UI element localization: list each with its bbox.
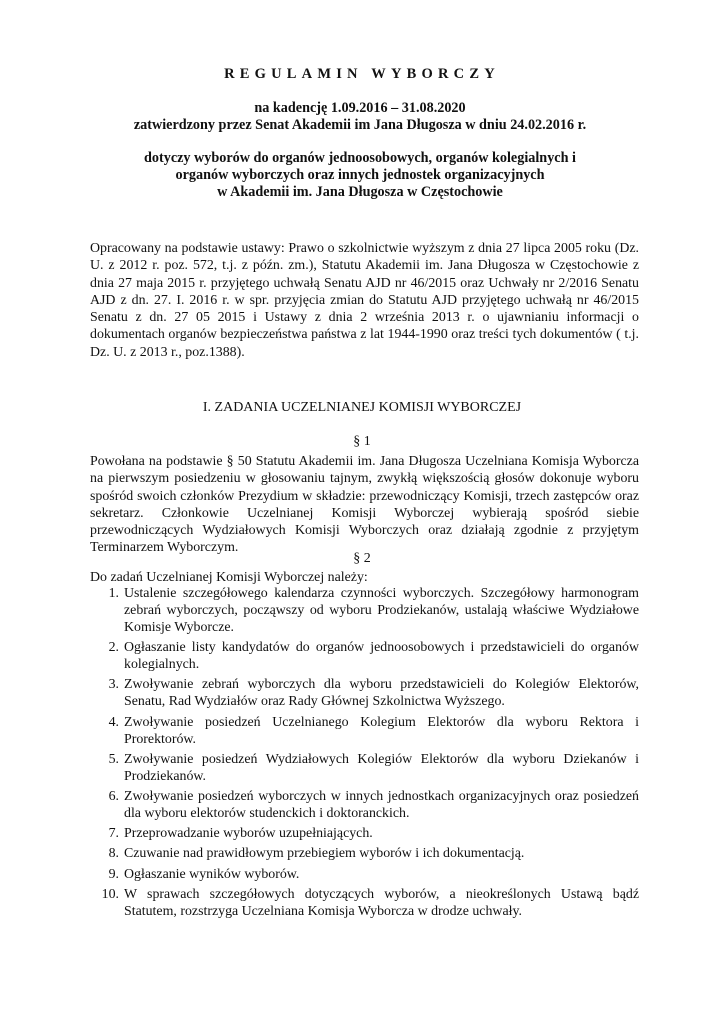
scope-line-3: w Akademii im. Jana Długosza w Częstochowie	[217, 184, 503, 200]
list-item-number: 1.	[108, 586, 119, 601]
list-item	[90, 866, 639, 883]
list-item-number: 3.	[108, 677, 119, 693]
list-item	[90, 845, 639, 862]
list-item-number: 6.	[108, 788, 119, 804]
list-item-text: Zwoływanie posiedzeń Uczelnianego Kolegium Elektorów dla wyboru Rektora i Prorektorów.	[124, 714, 639, 747]
list-item-number: 8.	[108, 846, 119, 862]
list-item	[90, 585, 639, 636]
term-line: na kadencję 1.09.2016 – 31.08.2020	[254, 100, 466, 116]
list-item-number: 5.	[108, 751, 119, 767]
legal-basis-paragraph: Opracowany na podstawie ustawy: Prawo o szkolnictwie wyższym z dnia 27 lipca 2005 roku (Dz. U. z 2012 r. poz. 572, t.j. z późn. zm.), Statutu Akademii im. Jana Długosza w Częstochowie z dnia 27 maja 2015 r. przyjętego uchwałą Senatu AJD nr 46/2015 oraz Uchwały nr 2/2016 Senatu AJD z dn. 27. I. 2016 r. w spr. przyjęcia zmian do Statutu AJD przyjętego uchwałą nr 46/2015 Senatu z dn. 27 05 2015 i Ustawy z dnia 2 września 2013 r. o ujawnianiu informacji o dokumentach organów bezpieczeństwa państwa z lat 1944-1990 oraz treści tych dokumentów ( t.j. Dz. U. z 2013 r., poz.1388).	[90, 241, 639, 360]
document-scope	[60, 150, 660, 201]
list-item	[90, 825, 639, 842]
list-item	[90, 788, 639, 822]
list-item-number: 4.	[108, 714, 119, 730]
list-item-text: Zwoływanie posiedzeń Wydziałowych Kolegiów Elektorów dla wyboru Dziekanów i Prodziekanów.	[124, 751, 639, 784]
scope-line-2: organów wyborczych oraz innych jednostek organizacyjnych	[175, 167, 545, 183]
list-item-number: 9.	[108, 866, 119, 882]
document-subtitle	[60, 100, 660, 134]
list-item-text: Zwoływanie posiedzeń wyborczych w innych jednostkach organizacyjnych oraz posiedzeń dla wyboru elektorów studenckich i doktoranckich.	[124, 788, 639, 821]
list-item-text: Przeprowadzanie wyborów uzupełniających.	[124, 826, 373, 842]
scope-line-1: dotyczy wyborów do organów jednoosobowych, organów kolegialnych i	[144, 150, 576, 166]
paragraph-1-text: Powołana na podstawie § 50 Statutu Akademii im. Jana Długosza Uczelniana Komisja Wyborcza na pierwszym posiedzeniu w głosowaniu tajnym, zwykłą większością głosów dokonuje wyboru spośród swoich członków Prezydium w składzie: przewodniczący Komisji, trzech zastępców oraz sekretarz. Członkowie Uczelnianej Komisji Wyborczej wybierają spośród siebie przewodniczących Wydziałowych Komisji Wyborczych oraz działają zgodnie z przyjętym Terminarzem Wyborczym.	[90, 454, 639, 556]
section-heading: I. ZADANIA UCZELNIANEJ KOMISJI WYBORCZEJ	[202, 400, 522, 415]
paragraph-2-intro: Do zadań Uczelnianej Komisji Wyborczej należy:	[90, 570, 368, 585]
list-item	[90, 676, 639, 710]
list-item	[90, 886, 639, 920]
list-item-number: 10.	[101, 886, 119, 902]
list-item-text: Ogłaszanie listy kandydatów do organów jednoosobowych i przedstawicieli do organów kolegialnych.	[124, 640, 639, 673]
tasks-list	[90, 585, 639, 923]
list-item	[90, 639, 639, 673]
list-item-number: 7.	[108, 826, 119, 842]
document-title: REGULAMIN WYBORCZY	[224, 66, 500, 82]
paragraph-mark-2: § 2	[353, 551, 371, 566]
list-item	[90, 751, 639, 785]
paragraph-mark-1: § 1	[353, 434, 371, 449]
list-item-number: 2.	[108, 640, 119, 656]
list-item-text: W sprawach szczegółowych dotyczących wyborów, a nieokreślonych Ustawą bądź Statutem, rozstrzyga Uczelniana Komisja Wyborcza w drodze uchwały.	[124, 886, 639, 919]
approval-line: zatwierdzony przez Senat Akademii im Jana Długosza w dniu 24.02.2016 r.	[133, 117, 587, 133]
list-item-text: Czuwanie nad prawidłowym przebiegiem wyborów i ich dokumentacją.	[124, 846, 525, 862]
list-item	[90, 714, 639, 748]
list-item-text: Ogłaszanie wyników wyborów.	[124, 866, 300, 882]
list-item-text: Ustalenie szczegółowego kalendarza czynności wyborczych. Szczegółowy harmonogram zebrań wyborczych, począwszy od wyboru Prodziekanów, ustalają właściwe Wydziałowe Komisje Wyborcze.	[124, 586, 639, 635]
list-item-text: Zwoływanie zebrań wyborczych dla wyboru przedstawicieli do Kolegiów Elektorów, Senatu, Rad Wydziałów oraz Rady Głównej Szkolnictwa Wyższego.	[124, 677, 639, 710]
